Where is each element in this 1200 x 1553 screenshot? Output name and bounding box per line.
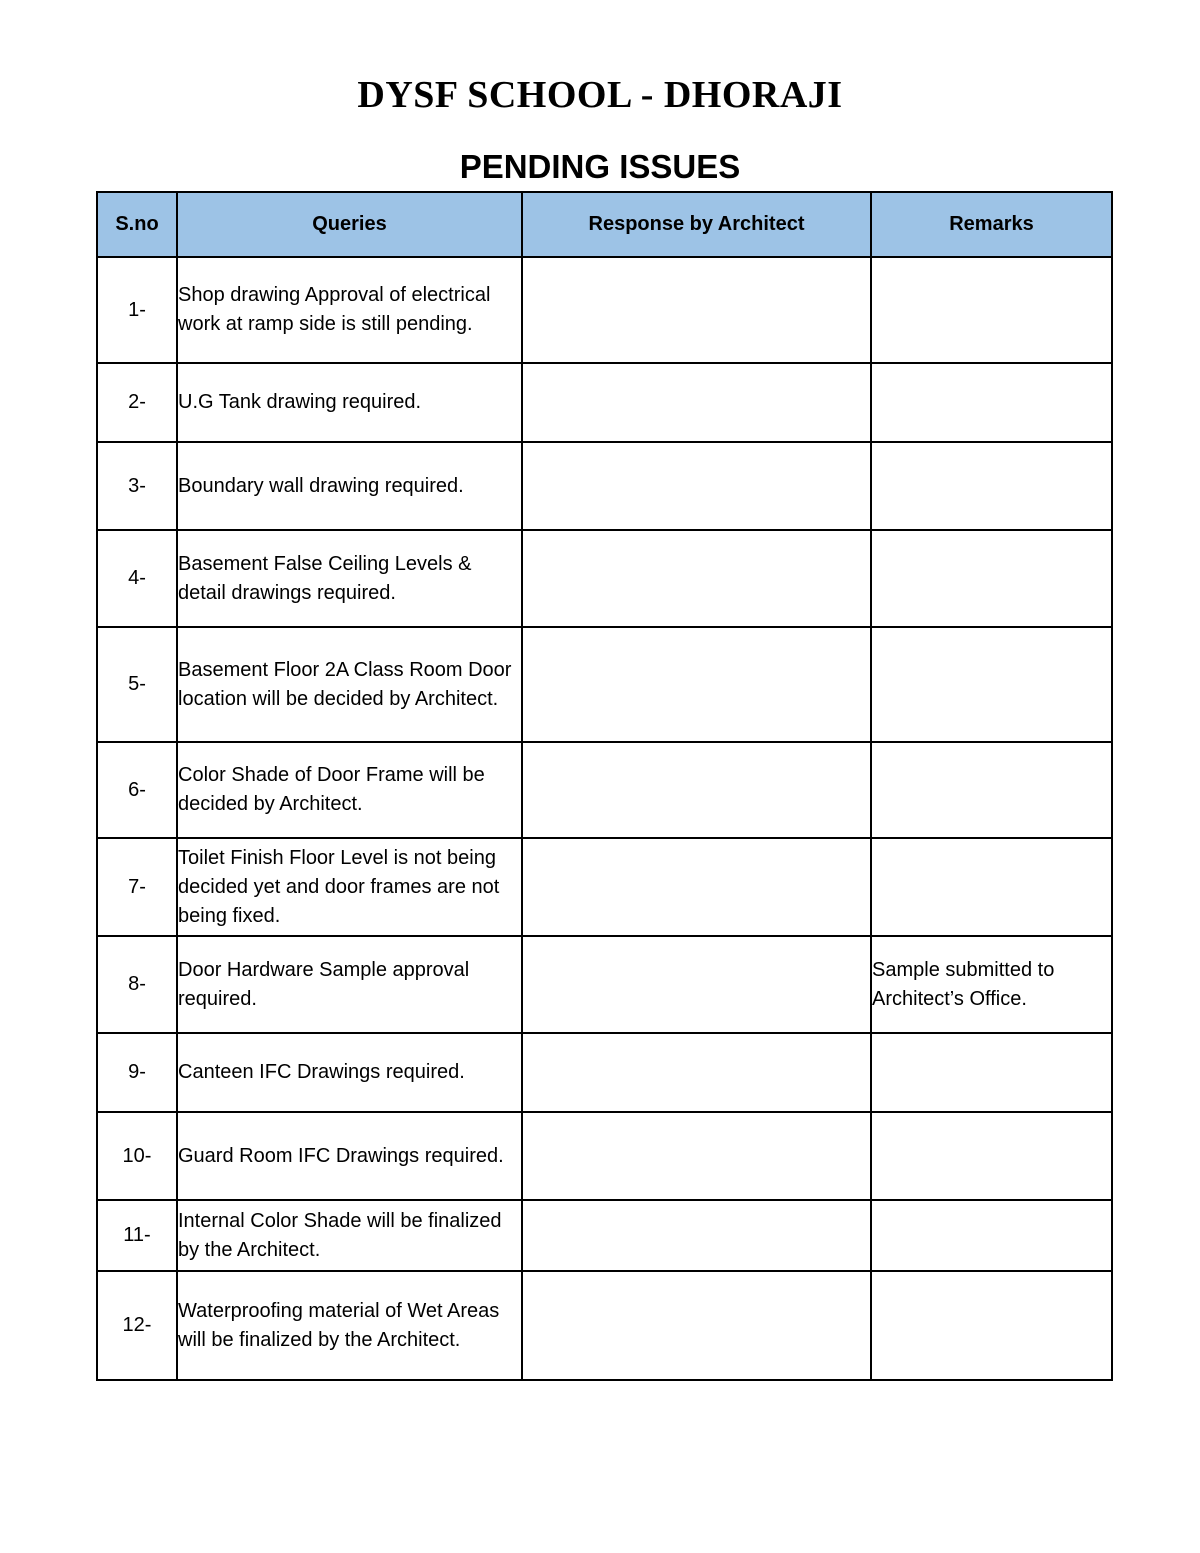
row-query: Basement Floor 2A Class Room Door location will be decided by Architect. (177, 627, 522, 742)
row-response (522, 1033, 871, 1112)
row-query: Waterproofing material of Wet Areas will be finalized by the Architect. (177, 1271, 522, 1380)
row-query: Basement False Ceiling Levels & detail drawings required. (177, 530, 522, 627)
row-sno: 5- (97, 627, 177, 742)
row-query: Shop drawing Approval of electrical work at ramp side is still pending. (177, 257, 522, 363)
row-remark (871, 530, 1112, 627)
row-response (522, 627, 871, 742)
table-row (97, 530, 1112, 627)
row-response (522, 257, 871, 363)
row-response (522, 1112, 871, 1200)
row-remark (871, 1200, 1112, 1271)
table-row (97, 442, 1112, 530)
row-query: Canteen IFC Drawings required. (177, 1033, 522, 1112)
row-remark (871, 363, 1112, 442)
column-header-remarks: Remarks (871, 192, 1112, 257)
row-sno: 7- (97, 838, 177, 936)
table-row (97, 1112, 1112, 1200)
row-remark (871, 838, 1112, 936)
row-query: Boundary wall drawing required. (177, 442, 522, 530)
row-sno: 3- (97, 442, 177, 530)
row-response (522, 936, 871, 1033)
column-header-sno: S.no (97, 192, 177, 257)
column-header-response: Response by Architect (522, 192, 871, 257)
row-query: U.G Tank drawing required. (177, 363, 522, 442)
row-sno: 8- (97, 936, 177, 1033)
table-row (97, 1033, 1112, 1112)
row-remark (871, 1112, 1112, 1200)
row-query: Door Hardware Sample approval required. (177, 936, 522, 1033)
table-row (97, 742, 1112, 838)
row-remark (871, 1033, 1112, 1112)
row-query: Color Shade of Door Frame will be decided by Architect. (177, 742, 522, 838)
table-row (97, 363, 1112, 442)
row-query: Guard Room IFC Drawings required. (177, 1112, 522, 1200)
table-header-row (97, 192, 1112, 257)
row-sno: 12- (97, 1271, 177, 1380)
row-sno: 1- (97, 257, 177, 363)
row-response (522, 1200, 871, 1271)
column-header-queries: Queries (177, 192, 522, 257)
row-response (522, 530, 871, 627)
row-sno: 6- (97, 742, 177, 838)
row-query: Toilet Finish Floor Level is not being decided yet and door frames are not being fixed. (177, 838, 522, 936)
table-row (97, 936, 1112, 1033)
row-response (522, 742, 871, 838)
row-remark (871, 742, 1112, 838)
row-sno: 4- (97, 530, 177, 627)
row-remark (871, 442, 1112, 530)
row-sno: 10- (97, 1112, 177, 1200)
row-remark (871, 257, 1112, 363)
row-response (522, 442, 871, 530)
row-remark (871, 627, 1112, 742)
row-response (522, 363, 871, 442)
row-sno: 2- (97, 363, 177, 442)
table-row (97, 1200, 1112, 1271)
pending-issues-table (96, 191, 1113, 1381)
row-response (522, 838, 871, 936)
row-remark (871, 1271, 1112, 1380)
document-title: DYSF SCHOOL - DHORAJI (357, 74, 843, 116)
row-response (522, 1271, 871, 1380)
row-remark: Sample submitted to Architect’s Office. (871, 936, 1112, 1033)
table-row (97, 838, 1112, 936)
row-query: Internal Color Shade will be finalized by the Architect. (177, 1200, 522, 1271)
row-sno: 11- (97, 1200, 177, 1271)
table-row (97, 1271, 1112, 1380)
table-row (97, 257, 1112, 363)
row-sno: 9- (97, 1033, 177, 1112)
document-subtitle: PENDING ISSUES (459, 148, 741, 185)
table-row (97, 627, 1112, 742)
